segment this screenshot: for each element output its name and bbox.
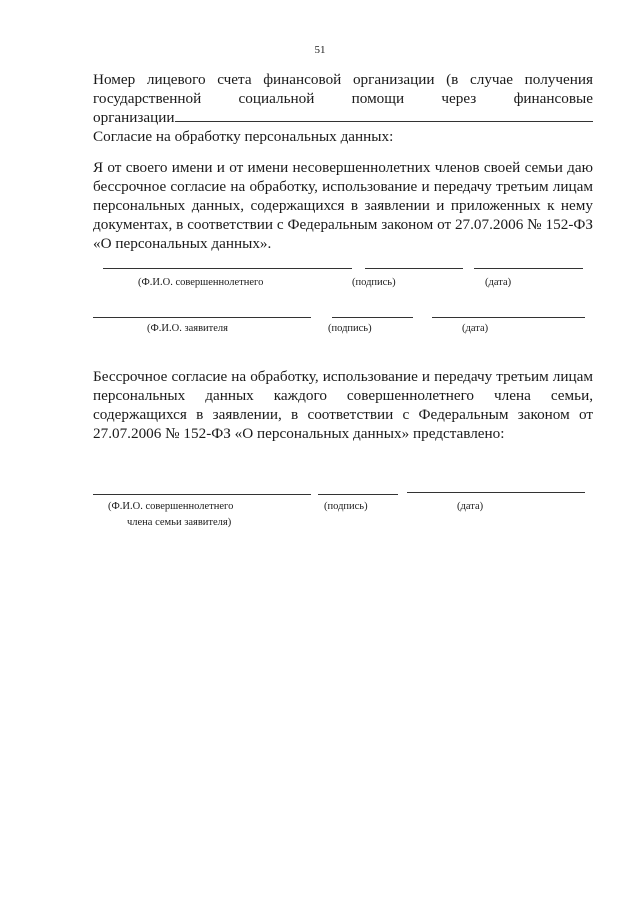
account-line-3 — [93, 108, 593, 127]
member-name-line[interactable] — [93, 494, 311, 495]
member-date-line[interactable] — [407, 492, 585, 493]
member-name-caption-line-2: члена семьи заявителя) — [127, 517, 232, 528]
account-line-1: Номер лицевого счета финансовой организации (в случае получения — [93, 71, 593, 88]
applicant-signature-line[interactable] — [332, 317, 413, 318]
consent-line-4: документах, в соответствии с Федеральным законом от 27.07.2006 № 152-ФЗ — [93, 216, 593, 233]
member-signature-caption: (подпись) — [324, 501, 368, 512]
adult-date-line[interactable] — [474, 268, 583, 269]
applicant-date-line[interactable] — [432, 317, 585, 318]
adult-consent-line-3: содержащихся в заявлении, в соответствии с Федеральным законом от — [93, 406, 593, 423]
consent-line-3: персональных данных, содержащихся в заявлении и приложенных к нему — [93, 197, 593, 214]
adult-consent-line-1: Бессрочное согласие на обработку, использование и передачу третьим лицам — [93, 368, 593, 385]
member-date-caption: (дата) — [457, 501, 484, 512]
account-line-2: государственной социальной помощи через финансовые — [93, 90, 593, 107]
consent-line-1: Я от своего имени и от имени несовершеннолетних членов своей семьи даю — [93, 159, 593, 176]
member-name-caption-line-1: (Ф.И.О. совершеннолетнего — [108, 501, 234, 512]
adult-date-caption: (дата) — [485, 277, 512, 288]
applicant-signature-caption: (подпись) — [328, 323, 372, 334]
applicant-date-caption: (дата) — [462, 323, 489, 334]
page-number: 51 — [314, 44, 326, 56]
applicant-name-caption: (Ф.И.О. заявителя — [147, 323, 228, 334]
applicant-name-line[interactable] — [93, 317, 311, 318]
consent-heading: Согласие на обработку персональных данных: — [93, 128, 394, 145]
adult-consent-line-4: 27.07.2006 № 152-ФЗ «О персональных данных» представлено: — [93, 425, 505, 442]
adult-name-line[interactable] — [103, 268, 352, 269]
consent-line-2: бессрочное согласие на обработку, использование и передачу третьим лицам — [93, 178, 593, 195]
adult-name-caption: (Ф.И.О. совершеннолетнего — [138, 277, 264, 288]
adult-signature-line[interactable] — [365, 268, 463, 269]
account-number-field[interactable] — [175, 108, 593, 122]
account-label: организации — [93, 109, 175, 126]
adult-consent-line-2: персональных данных каждого совершеннолетнего члена семьи, — [93, 387, 593, 404]
adult-signature-caption: (подпись) — [352, 277, 396, 288]
consent-line-5: «О персональных данных». — [93, 235, 272, 252]
member-signature-line[interactable] — [318, 494, 398, 495]
